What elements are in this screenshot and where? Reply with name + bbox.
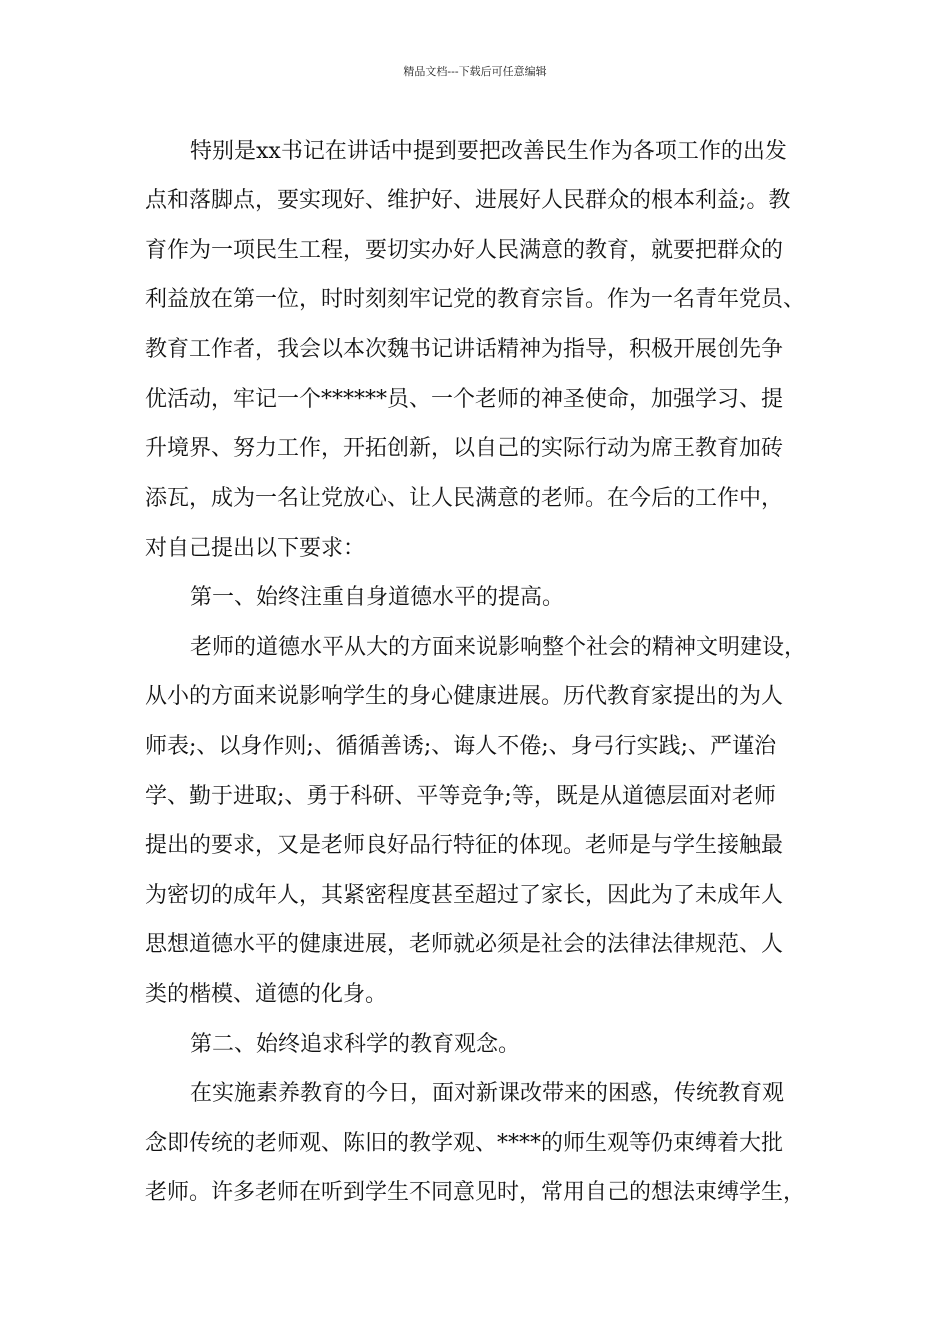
text-line: 优活动，牢记一个******员、一个老师的神圣使命，加强学习、提 (145, 387, 784, 412)
text-line: 添瓦，成为一名让党放心、让人民满意的老师。在今后的工作中， (145, 486, 784, 511)
text-line: 提出的要求，又是老师良好品行特征的体现。老师是与学生接触最 (145, 833, 784, 858)
text-line: 对自己提出以下要求： (145, 536, 366, 561)
text-line: 从小的方面来说影响学生的身心健康进展。历代教育家提出的为人 (145, 684, 784, 709)
text-line: 学、勤于进取;、勇于科研、平等竞争;等，既是从道德层面对老师 (145, 784, 776, 809)
text-line: 教育工作者，我会以本次魏书记讲话精神为指导，积极开展创先争 (145, 337, 784, 362)
text-line: 利益放在第一位，时时刻刻牢记党的教育宗旨。作为一名青年党员、 (145, 287, 806, 312)
text-line: 在实施素养教育的今日，面对新课改带来的困惑，传统教育观 (190, 1081, 785, 1106)
text-line: 老师。许多老师在听到学生不同意见时，常用自己的想法束缚学生， (145, 1180, 806, 1205)
text-line: 思想道德水平的健康进展，老师就必须是社会的法律法律规范、人 (145, 932, 784, 957)
text-line: 特别是xx书记在讲话中提到要把改善民生作为各项工作的出发 (190, 139, 787, 164)
section-heading: 第二、始终追求科学的教育观念。 (190, 1032, 521, 1057)
text-line: 为密切的成年人，其紧密程度甚至超过了家长，因此为了未成年人 (145, 883, 784, 908)
text-line: 老师的道德水平从大的方面来说影响整个社会的精神文明建设， (190, 635, 807, 660)
page-header: 精品文档---下载后可任意编辑 (403, 65, 547, 78)
text-line: 育作为一项民生工程，要切实办好人民满意的教育，就要把群众的 (145, 238, 784, 263)
text-line: 师表;、以身作则;、循循善诱;、诲人不倦;、身弓行实践;、严谨治 (145, 734, 777, 759)
section-heading: 第一、始终注重自身道德水平的提高。 (190, 585, 565, 610)
text-line: 升境界、努力工作，开拓创新，以自己的实际行动为席王教育加砖 (145, 436, 784, 461)
text-line: 类的楷模、道德的化身。 (145, 982, 388, 1007)
text-line: 点和落脚点，要实现好、维护好、进展好人民群众的根本利益;。教 (145, 188, 791, 213)
text-line: 念即传统的老师观、陈旧的教学观、****的师生观等仍束缚着大批 (145, 1131, 784, 1156)
